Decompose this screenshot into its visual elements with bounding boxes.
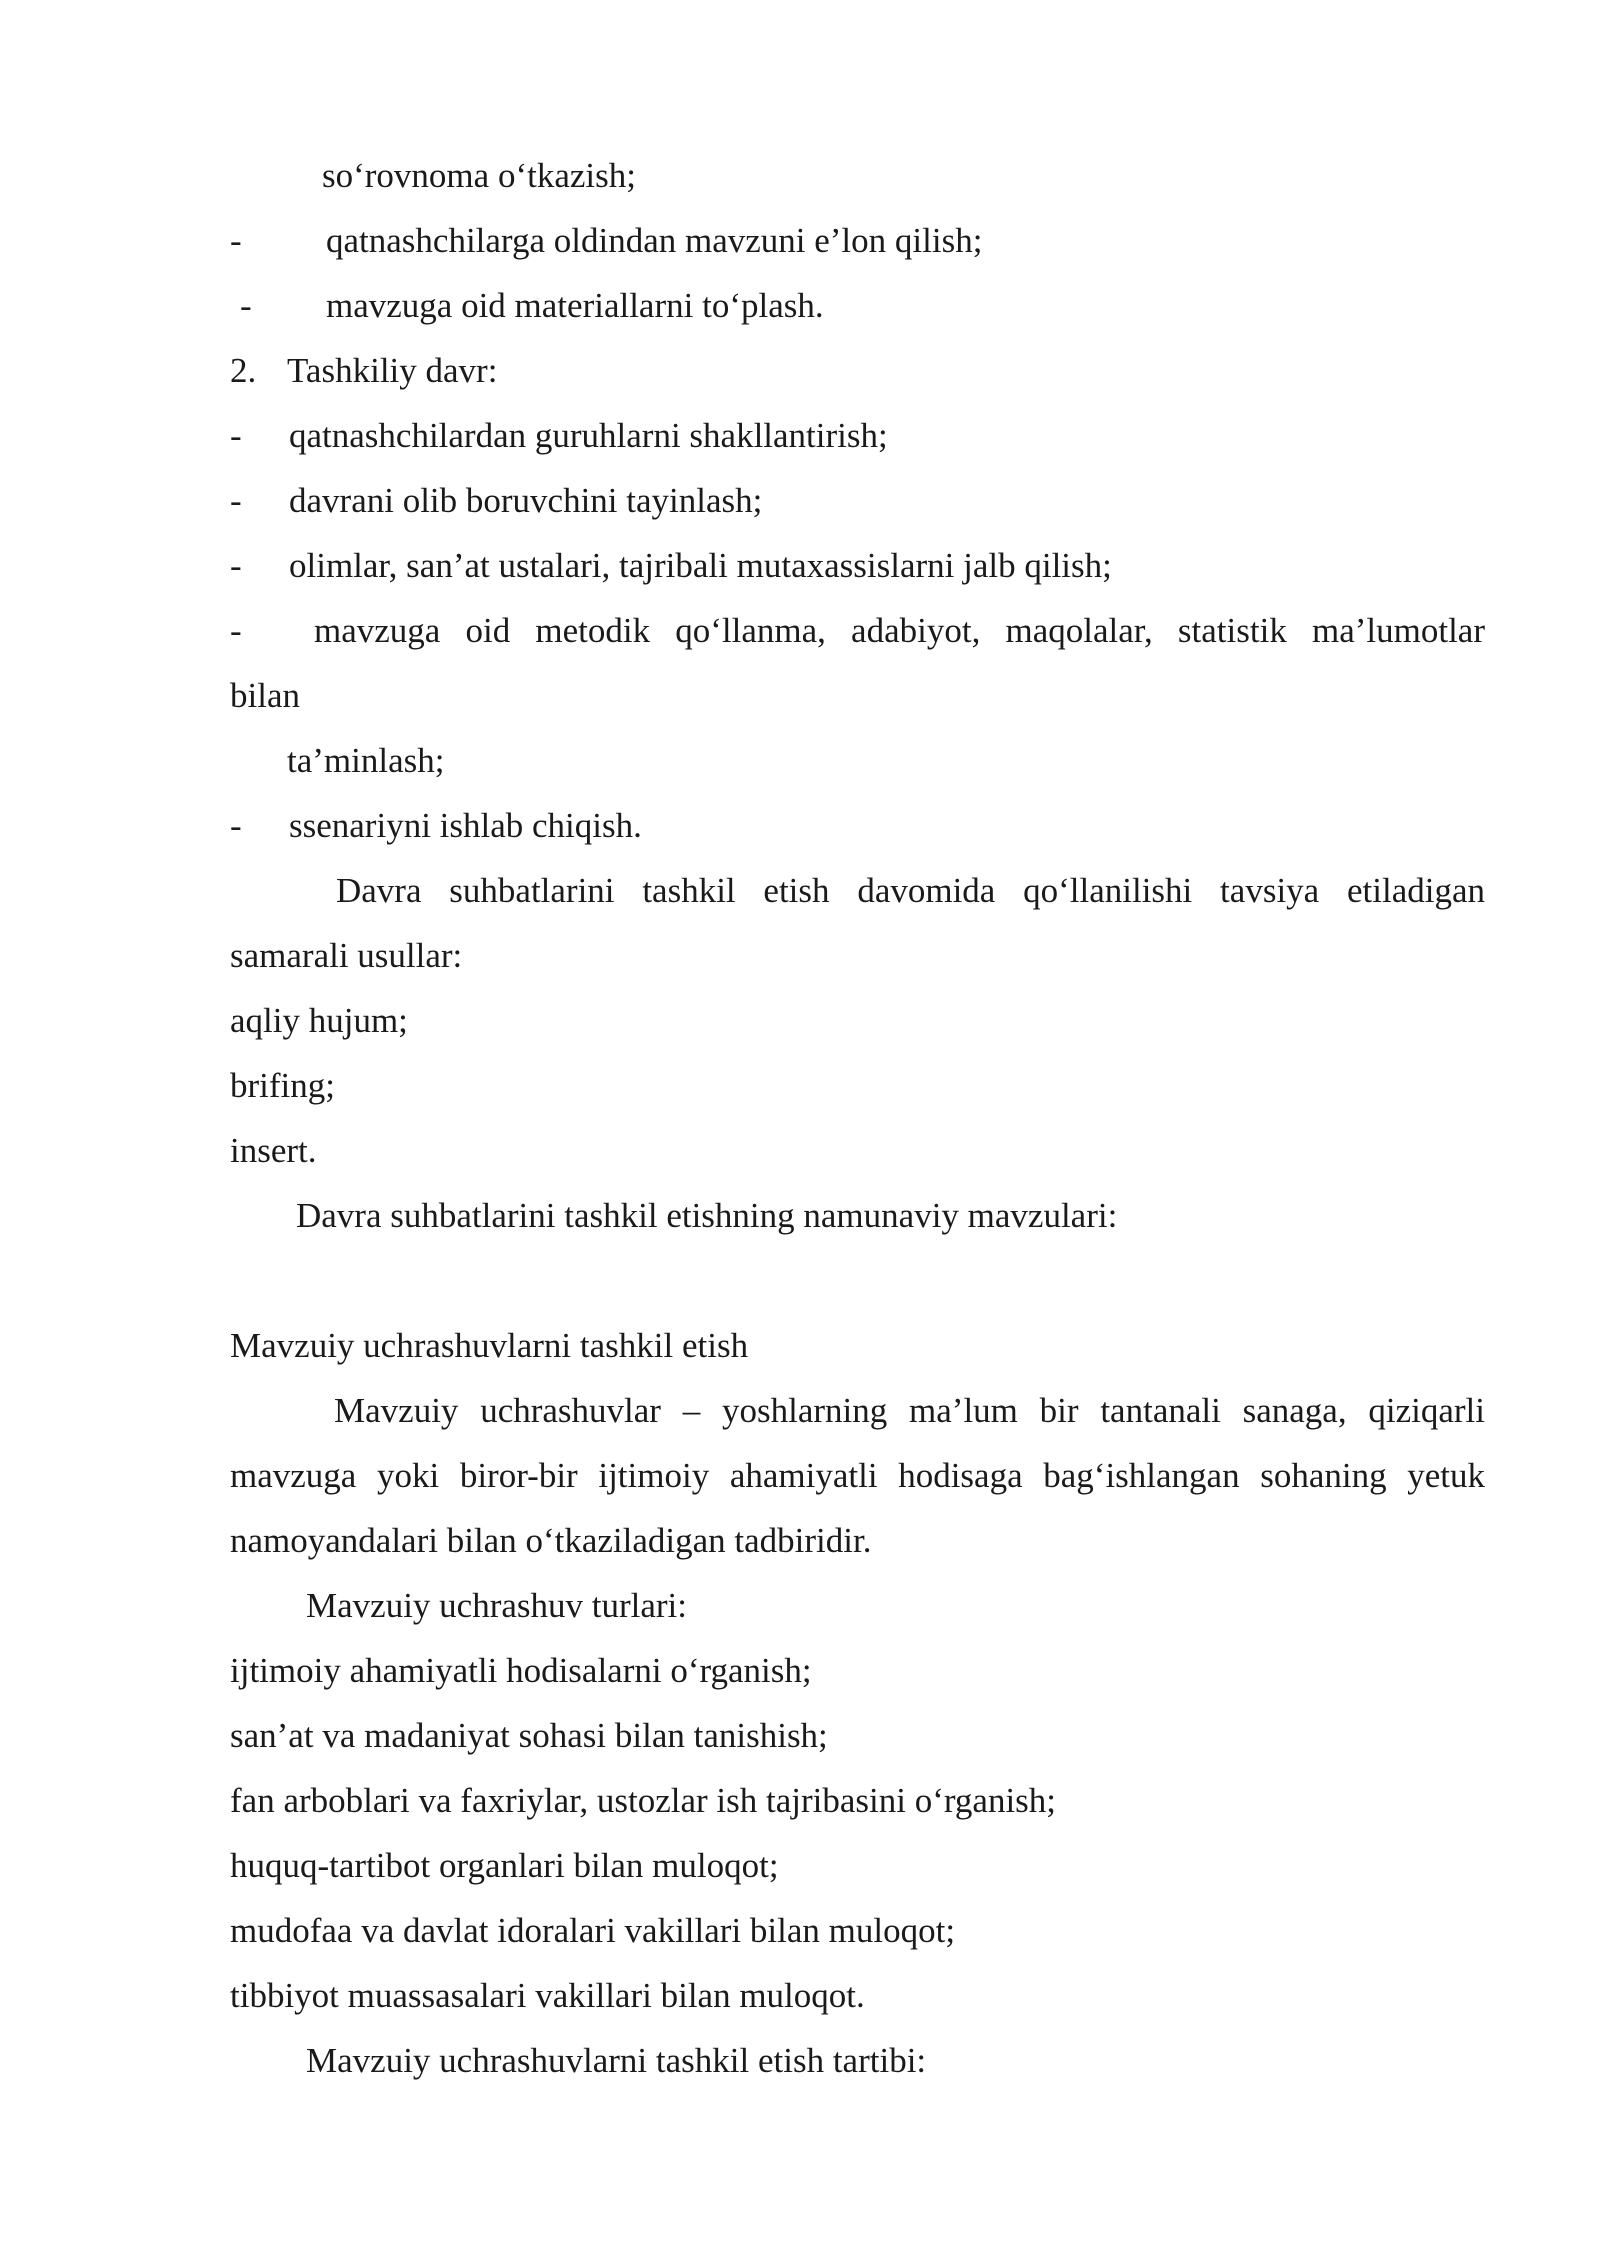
list-item: san’at va madaniyat sohasi bilan tanishish;	[230, 1716, 828, 1755]
paragraph-line: Davra suhbatlarini tashkil etishning namunaviy mavzulari:	[296, 1196, 1118, 1235]
paragraph-line: mavzuga yoki biror-bir ijtimoiy ahamiyatli hodisaga bag‘ishlangan sohaning yetuk	[230, 1456, 1485, 1495]
section-heading: Tashkiliy davr:	[287, 351, 498, 390]
list-item: qatnashchilarga oldindan mavzuni e’lon qilish;	[326, 221, 983, 260]
list-item: tibbiyot muassasalari vakillari bilan muloqot.	[230, 1976, 865, 2015]
list-bullet: -	[230, 546, 242, 585]
text-line: so‘rovnoma o‘tkazish;	[322, 156, 636, 195]
list-bullet: -	[240, 286, 252, 325]
list-item: davrani olib boruvchini tayinlash;	[289, 481, 763, 520]
list-item: mudofaa va davlat idoralari vakillari bilan muloqot;	[230, 1911, 956, 1950]
list-bullet: -	[230, 806, 242, 845]
list-item: ijtimoiy ahamiyatli hodisalarni o‘rganish;	[230, 1651, 812, 1690]
text-line: bilan	[230, 676, 300, 715]
paragraph-line: Mavzuiy uchrashuv turlari:	[306, 1586, 688, 1625]
paragraph-line: samarali usullar:	[230, 936, 463, 975]
list-item: qatnashchilardan guruhlarni shakllantirish;	[289, 416, 888, 455]
list-item: huquq-tartibot organlari bilan muloqot;	[230, 1846, 779, 1885]
list-bullet: -	[230, 221, 242, 260]
section-number: 2.	[230, 351, 257, 390]
list-item: insert.	[230, 1131, 317, 1170]
list-bullet: -	[230, 416, 242, 455]
paragraph-line: Mavzuiy uchrashuvlarni tashkil etish tartibi:	[306, 2041, 927, 2080]
list-item: fan arboblari va faxriylar, ustozlar ish tajribasini o‘rganish;	[230, 1781, 1057, 1820]
paragraph-line: Mavzuiy uchrashuvlar – yoshlarning ma’lum bir tantanali sanaga, qiziqarli	[334, 1391, 1485, 1430]
list-item: mavzuga oid materiallarni to‘plash.	[326, 286, 824, 325]
list-item: ssenariyni ishlab chiqish.	[289, 806, 642, 845]
text-line: ta’minlash;	[287, 741, 445, 780]
section-heading: Mavzuiy uchrashuvlarni tashkil etish	[230, 1326, 749, 1365]
list-item: olimlar, san’at ustalari, tajribali mutaxassislarni jalb qilish;	[289, 546, 1112, 585]
paragraph-line: Davra suhbatlarini tashkil etish davomida qo‘llanilishi tavsiya etiladigan	[336, 871, 1485, 910]
list-item: aqliy hujum;	[230, 1001, 408, 1040]
list-item: brifing;	[230, 1066, 335, 1105]
list-bullet: -	[230, 481, 242, 520]
list-bullet: -	[230, 611, 242, 650]
list-item: mavzuga oid metodik qo‘llanma, adabiyot, maqolalar, statistik ma’lumotlar	[314, 611, 1485, 650]
paragraph-line: namoyandalari bilan o‘tkaziladigan tadbiridir.	[230, 1521, 872, 1560]
